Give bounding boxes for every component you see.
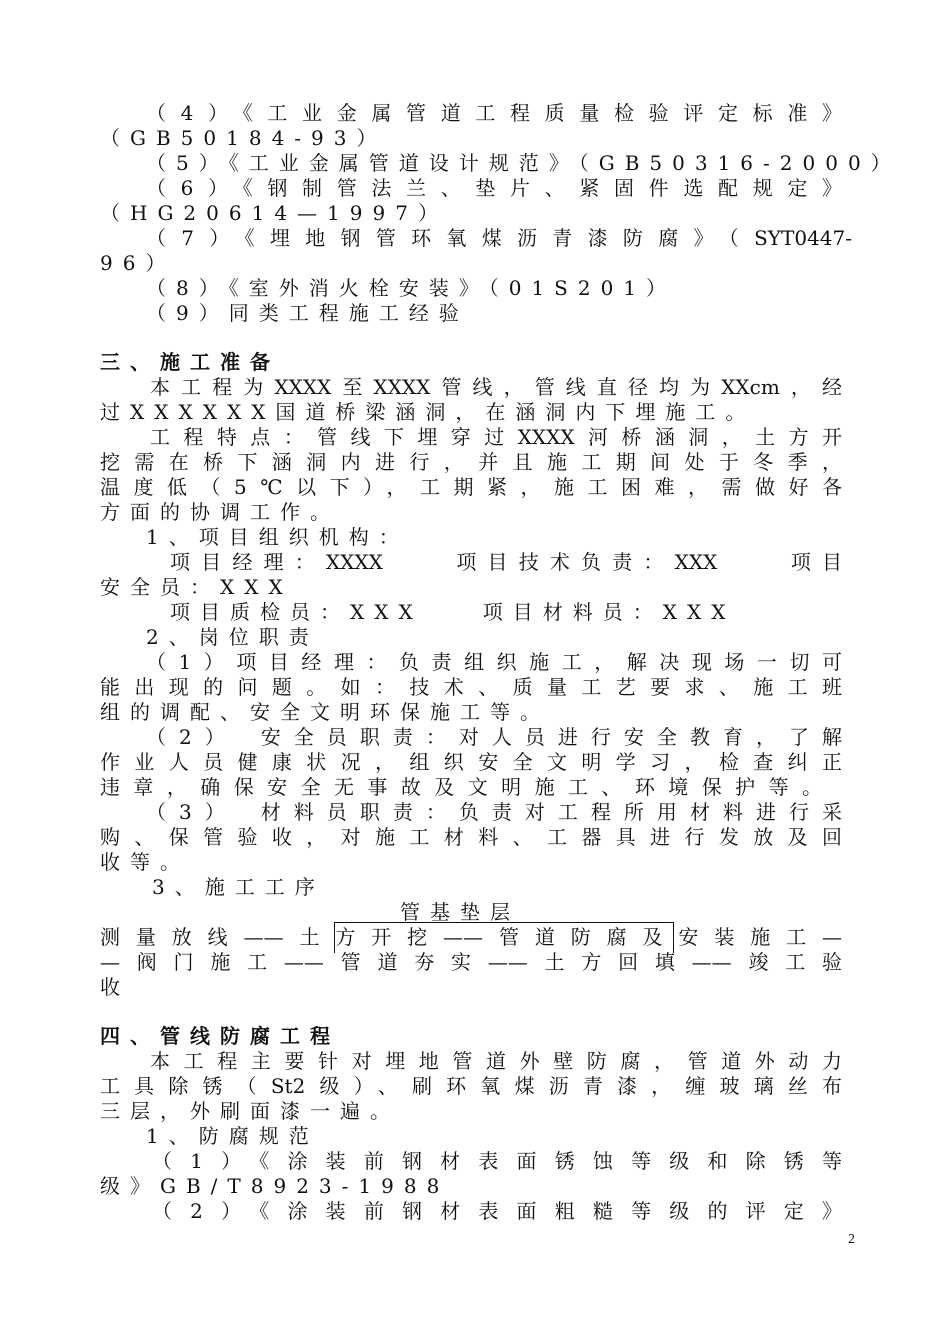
spec-2-line-1: （2）《涂装前钢材表面粗糙等级的评定》	[152, 1199, 842, 1223]
spec-1-line-1: （1）《涂装前钢材表面锈蚀等级和除锈等	[152, 1149, 842, 1173]
duty-1-line-3: 组的调配、安全文明环保施工等。	[100, 700, 550, 724]
para-anticorrosion-3: 三层，外刷面漆一遍。	[100, 1099, 400, 1123]
org-line-1: 项目经理：XXXX 项目技术负责：XXX 项目	[170, 550, 842, 574]
flow-pipe-bedding-label: 管基垫层	[400, 900, 520, 924]
para-anticorrosion-1: 本工程主要针对埋地管道外壁防腐，管道外动力	[150, 1049, 842, 1073]
para-feature-2: 挖需在桥下涵洞内进行，并且施工期间处于冬季，	[100, 450, 842, 474]
duty-3-line-2: 购、保管验收，对施工材料、工器具进行发放及回	[100, 825, 842, 849]
duty-2-line-2: 作业人员健康状况，组织安全文明学习，检查纠正	[100, 750, 842, 774]
ref-7-code: 96）	[100, 251, 176, 275]
ref-7: （7）《埋地钢管环氧煤沥青漆防腐》（SYT0447-	[146, 226, 852, 250]
para-intro-2: 过XXXXXX国道桥梁涵洞，在涵洞内下埋施工。	[100, 400, 756, 424]
subsection-anticorrosion-spec: 1、防腐规范	[146, 1124, 319, 1148]
duty-2-line-1: （2） 安全员职责：对人员进行安全教育，了解	[146, 725, 842, 749]
org-line-2: 安全员：XXX	[100, 575, 293, 599]
duty-1-line-2: 能出现的问题。如：技术、质量工艺要求、施工班	[100, 675, 842, 699]
ref-4: （4）《工业金属管道工程质量检验评定标准》	[146, 101, 842, 125]
ref-9: （9）同类工程施工经验	[146, 301, 469, 325]
ref-4-code: （GB50184-93）	[100, 126, 387, 150]
org-line-3: 项目质检员：XXX 项目材料员：XXX	[170, 600, 736, 624]
para-anticorrosion-2: 工具除锈（St2级）、刷环氧煤沥青漆，缠玻璃丝布	[100, 1074, 842, 1098]
duty-3-line-1: （3） 材料员职责：负责对工程所用材料进行采	[146, 800, 842, 824]
duty-3-line-3: 收等。	[100, 850, 190, 874]
ref-6: （6）《钢制管法兰、垫片、紧固件选配规定》	[146, 176, 842, 200]
duty-2-line-3: 违章，确保安全无事故及文明施工、环境保护等。	[100, 775, 822, 799]
section-heading-3: 三、施工准备	[100, 350, 280, 374]
subsection-1: 1、项目组织机构：	[146, 525, 409, 549]
flow-line-1: 测量放线——土方开挖——管道防腐及安装施工—	[100, 925, 842, 949]
subsection-3: 3、施工工序	[152, 875, 325, 899]
para-feature-3: 温度低（5℃以下），工期紧，施工困难，需做好各	[100, 475, 842, 499]
section-heading-4: 四、管线防腐工程	[100, 1024, 340, 1048]
flow-line-3: 收	[100, 975, 130, 999]
ref-6-code: （HG20614—1997）	[100, 201, 448, 225]
spec-1-line-2: 级》GB/T8923-1988	[100, 1174, 450, 1198]
ref-5: （5）《工业金属管道设计规范》（GB50316-2000）	[146, 151, 901, 175]
para-feature-1: 工程特点：管线下埋穿过XXXX河桥涵洞，土方开	[150, 425, 842, 449]
duty-1-line-1: （1）项目经理：负责组织施工，解决现场一切可	[146, 650, 842, 674]
flow-line-2: —阀门施工——管道夯实——土方回填——竣工验	[100, 950, 842, 974]
para-intro-1: 本工程为XXXX至XXXX管线，管线直径均为XXcm，经	[150, 375, 842, 399]
para-feature-4: 方面的协调工作。	[100, 500, 340, 524]
ref-8: （8）《室外消火栓安装》（01S201）	[146, 276, 677, 300]
subsection-2: 2、岗位职责	[146, 625, 319, 649]
page-number: 2	[848, 1232, 855, 1247]
